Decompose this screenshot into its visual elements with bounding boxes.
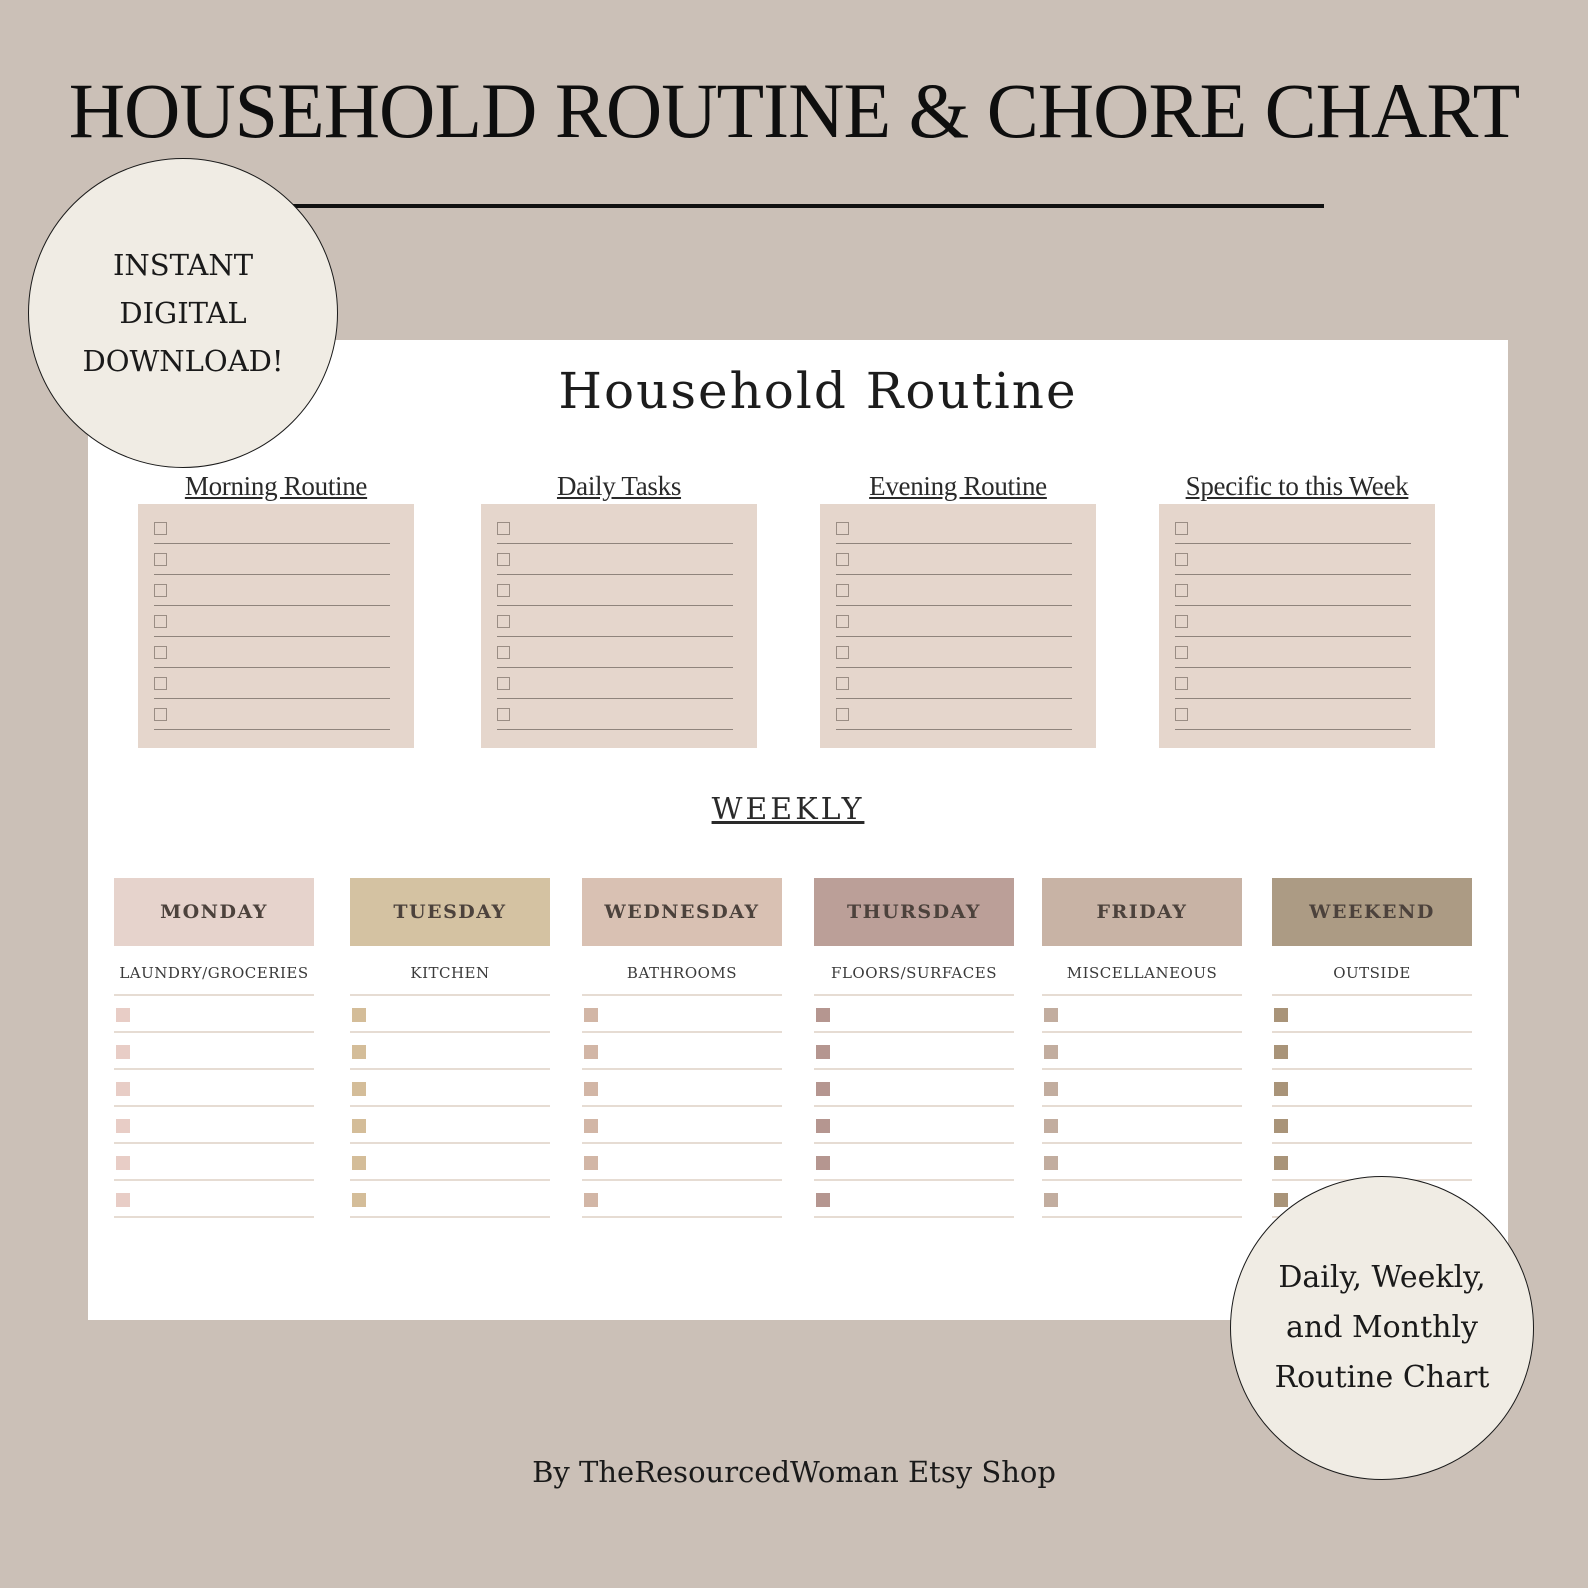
chore-row [1042,1033,1242,1070]
routine-heading: Morning Routine [184,471,368,501]
checkbox[interactable] [1175,708,1188,721]
day-column [1042,878,1242,1218]
checkbox[interactable] [154,615,167,628]
chore-checkbox[interactable] [1044,1119,1058,1133]
chore-row [114,1107,314,1144]
checklist-row [495,669,733,699]
chore-checkbox[interactable] [584,1082,598,1096]
checklist-row [834,669,1072,699]
chore-row [814,1107,1014,1144]
chore-checkbox[interactable] [584,1193,598,1207]
day-category: KITCHEN [410,964,490,982]
write-line [1175,667,1411,669]
checkbox[interactable] [1175,522,1188,535]
checklist-row [152,669,390,699]
chore-checkbox[interactable] [1044,1156,1058,1170]
chore-checkbox[interactable] [352,1156,366,1170]
checklist-row [495,700,733,730]
checkbox[interactable] [154,553,167,566]
write-line [497,698,733,700]
chore-row [582,1107,782,1144]
badge-line: DOWNLOAD! [82,344,284,378]
chore-row [582,996,782,1033]
checklist-row [495,576,733,606]
write-line [350,1216,550,1218]
chore-row [814,1070,1014,1107]
checkbox[interactable] [497,615,510,628]
write-line [1175,574,1411,576]
day-header: WEDNESDAY [582,878,782,946]
instant-download-badge [28,158,338,468]
chore-row [814,996,1014,1033]
write-line [497,605,733,607]
write-line [1175,636,1411,638]
checkbox[interactable] [497,553,510,566]
checkbox[interactable] [836,646,849,659]
write-line [154,574,390,576]
checkbox[interactable] [836,708,849,721]
day-column [582,878,782,1218]
chore-checkbox[interactable] [1274,1193,1288,1207]
chore-checkbox[interactable] [584,1008,598,1022]
chore-row [350,1181,550,1218]
chore-row [350,1033,550,1070]
badge-line: Daily, Weekly, [1278,1260,1486,1295]
checklist-row [1173,669,1411,699]
write-line [836,698,1072,700]
chore-row [1042,1107,1242,1144]
chore-row [582,1033,782,1070]
day-header: THURSDAY [814,878,1014,946]
checkbox[interactable] [154,584,167,597]
sheet-title: Household Routine [558,362,1078,420]
checkbox[interactable] [1175,677,1188,690]
checklist-row [834,700,1072,730]
checkbox[interactable] [1175,584,1188,597]
day-header: TUESDAY [350,878,550,946]
write-line [497,729,733,731]
chore-checkbox[interactable] [816,1156,830,1170]
checklist-row [834,607,1072,637]
write-line [497,636,733,638]
checklist-row [1173,514,1411,544]
day-header: MONDAY [114,878,314,946]
chore-checkbox[interactable] [584,1045,598,1059]
checkbox[interactable] [836,615,849,628]
checklist-row [834,638,1072,668]
write-line [154,667,390,669]
chore-row [1272,1033,1472,1070]
day-category: BATHROOMS [626,964,738,982]
chore-checkbox[interactable] [816,1008,830,1022]
badge-line: DIGITAL [119,296,247,330]
chore-checkbox[interactable] [116,1045,130,1059]
write-line [836,729,1072,731]
chore-row [814,1181,1014,1218]
chore-checkbox[interactable] [352,1193,366,1207]
chore-row [114,1181,314,1218]
write-line [154,605,390,607]
chore-row [1042,1181,1242,1218]
badge-line: INSTANT [112,248,254,282]
chore-row [1042,996,1242,1033]
title-divider [292,204,1324,208]
checklist-row [152,545,390,575]
checklist-row [495,545,733,575]
checkbox[interactable] [154,522,167,535]
checklist-row [1173,700,1411,730]
write-line [836,636,1072,638]
chore-checkbox[interactable] [352,1045,366,1059]
chore-checkbox[interactable] [816,1193,830,1207]
main-title: HOUSEHOLD ROUTINE & CHORE CHART [68,67,1520,154]
day-header: FRIDAY [1042,878,1242,946]
day-column [350,878,550,1218]
chore-checkbox[interactable] [1274,1045,1288,1059]
write-line [1175,543,1411,545]
routine-checklist-box [820,504,1096,748]
chore-row [114,996,314,1033]
chore-row [814,1144,1014,1181]
chore-checkbox[interactable] [1274,1119,1288,1133]
checklist-row [834,545,1072,575]
chore-row [1272,1107,1472,1144]
write-line [836,605,1072,607]
write-line [814,1216,1014,1218]
day-column [814,878,1014,1218]
checkbox[interactable] [1175,553,1188,566]
chore-checkbox[interactable] [1274,1082,1288,1096]
day-header: WEEKEND [1272,878,1472,946]
day-column [114,878,314,1218]
routine-checklist-box [481,504,757,748]
day-category: MISCELLANEOUS [1066,964,1218,982]
checklist-row [495,607,733,637]
chore-row [114,1144,314,1181]
badge-line: Routine Chart [1274,1360,1490,1395]
checkbox[interactable] [1175,646,1188,659]
checklist-row [495,638,733,668]
chore-row [350,1107,550,1144]
chore-checkbox[interactable] [816,1045,830,1059]
chore-checkbox[interactable] [116,1008,130,1022]
write-line [154,698,390,700]
weekly-heading: WEEKLY [711,792,865,827]
chore-checkbox[interactable] [1274,1008,1288,1022]
write-line [1042,1216,1242,1218]
chore-row [114,1070,314,1107]
chore-row [114,1033,314,1070]
routine-column [481,468,757,748]
chore-checkbox[interactable] [1044,1082,1058,1096]
checklist-row [152,638,390,668]
checkbox[interactable] [497,646,510,659]
chore-row [350,1144,550,1181]
chore-row [582,1181,782,1218]
routine-heading: Daily Tasks [556,471,682,501]
routine-heading: Specific to this Week [1185,471,1409,501]
chore-row [1272,1070,1472,1107]
chore-checkbox[interactable] [352,1008,366,1022]
routine-column [138,468,414,748]
write-line [836,667,1072,669]
checklist-row [495,514,733,544]
write-line [154,729,390,731]
chore-checkbox[interactable] [816,1082,830,1096]
write-line [1175,698,1411,700]
checklist-row [152,576,390,606]
chore-row [1042,1070,1242,1107]
chore-row [350,996,550,1033]
write-line [497,543,733,545]
checklist-row [1173,638,1411,668]
chart-type-badge [1230,1176,1534,1480]
chore-checkbox[interactable] [584,1156,598,1170]
checkbox[interactable] [497,708,510,721]
chore-row [582,1144,782,1181]
checkbox[interactable] [836,677,849,690]
checklist-row [1173,545,1411,575]
chore-checkbox[interactable] [1274,1156,1288,1170]
checkbox[interactable] [836,584,849,597]
chore-row [582,1070,782,1107]
chore-row [350,1070,550,1107]
chore-checkbox[interactable] [116,1119,130,1133]
chore-checkbox[interactable] [116,1156,130,1170]
write-line [154,543,390,545]
checklist-row [834,514,1072,544]
chore-checkbox[interactable] [816,1119,830,1133]
write-line [836,543,1072,545]
write-line [497,574,733,576]
chore-checkbox[interactable] [116,1082,130,1096]
write-line [497,667,733,669]
chore-checkbox[interactable] [1044,1045,1058,1059]
checklist-row [152,700,390,730]
day-column [1272,878,1472,1218]
chore-checkbox[interactable] [584,1119,598,1133]
checklist-row [1173,576,1411,606]
chore-checkbox[interactable] [1044,1008,1058,1022]
checkbox[interactable] [497,584,510,597]
write-line [154,636,390,638]
checkbox[interactable] [836,553,849,566]
routine-column [1159,468,1435,748]
checklist-row [1173,607,1411,637]
shop-byline: By TheResourcedWoman Etsy Shop [532,1455,1056,1489]
chore-row [1272,996,1472,1033]
write-line [114,1216,314,1218]
checkbox[interactable] [154,677,167,690]
routine-checklist-box [138,504,414,748]
chore-checkbox[interactable] [352,1119,366,1133]
checkbox[interactable] [154,646,167,659]
routine-checklist-box [1159,504,1435,748]
chore-row [814,1033,1014,1070]
chore-checkbox[interactable] [352,1082,366,1096]
write-line [582,1216,782,1218]
checkbox[interactable] [154,708,167,721]
checklist-row [834,576,1072,606]
checkbox[interactable] [836,522,849,535]
checkbox[interactable] [1175,615,1188,628]
chore-row [1042,1144,1242,1181]
checklist-row [152,514,390,544]
checkbox[interactable] [497,677,510,690]
chore-checkbox[interactable] [1044,1193,1058,1207]
write-line [836,574,1072,576]
write-line [1175,605,1411,607]
routine-sheet [88,340,1508,1320]
day-category: FLOORS/SURFACES [831,964,997,982]
day-category: LAUNDRY/GROCERIES [119,964,309,982]
routine-heading: Evening Routine [869,471,1047,501]
day-category: OUTSIDE [1333,964,1411,982]
badge-line: and Monthly [1286,1310,1478,1345]
write-line [1175,729,1411,731]
chore-checkbox[interactable] [116,1193,130,1207]
checklist-row [152,607,390,637]
checkbox[interactable] [497,522,510,535]
routine-column [820,468,1096,748]
